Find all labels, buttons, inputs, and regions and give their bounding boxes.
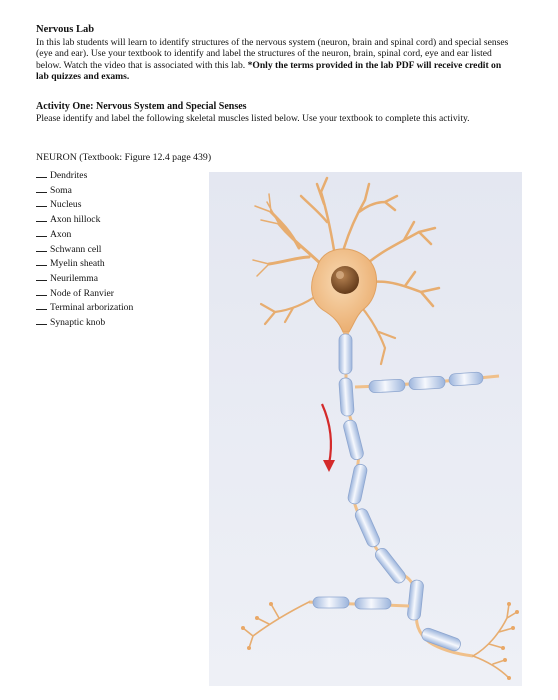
term-label: Synaptic knob xyxy=(50,317,106,329)
activity-instructions: Please identify and label the following skeletal muscles listed below. Use your textbook to complete this activity. xyxy=(36,113,470,124)
term-label: Axon xyxy=(50,228,72,240)
term-label: Terminal arborization xyxy=(50,302,134,314)
term-label: Nucleus xyxy=(50,199,82,211)
term-list xyxy=(36,168,133,330)
intro-bold-note: *Only the terms provided in the lab PDF will receive credit on lab quizzes and exams. xyxy=(36,59,502,83)
term-item xyxy=(36,212,133,227)
neuron-illustration xyxy=(209,172,522,686)
term-item xyxy=(36,315,133,330)
term-label: Axon hillock xyxy=(50,214,101,226)
term-item xyxy=(36,183,133,198)
term-label: Dendrites xyxy=(50,170,88,181)
answer-blank[interactable] xyxy=(36,183,47,193)
answer-blank[interactable] xyxy=(36,212,47,222)
lab-title: Nervous Lab xyxy=(36,24,95,35)
term-item xyxy=(36,286,133,301)
term-label: Neurilemma xyxy=(50,272,98,284)
answer-blank[interactable] xyxy=(36,197,47,207)
intro-paragraph xyxy=(36,37,514,83)
term-item xyxy=(36,227,133,242)
term-label: Myelin sheath xyxy=(50,258,105,270)
answer-blank[interactable] xyxy=(36,256,47,266)
term-label: Schwann cell xyxy=(50,243,102,255)
nucleus xyxy=(331,266,359,294)
term-item xyxy=(36,300,133,315)
answer-blank[interactable] xyxy=(36,271,47,281)
answer-blank[interactable] xyxy=(36,315,47,325)
answer-blank[interactable] xyxy=(36,242,47,252)
term-item xyxy=(36,197,133,212)
nucleolus xyxy=(336,271,344,279)
term-item xyxy=(36,242,133,257)
neuron-heading: NEURON (Textbook: Figure 12.4 page 439) xyxy=(36,152,212,163)
term-label: Soma xyxy=(50,184,72,196)
answer-blank[interactable] xyxy=(36,286,47,296)
term-item xyxy=(36,271,133,286)
answer-blank[interactable] xyxy=(36,300,47,310)
answer-blank[interactable] xyxy=(36,227,47,237)
answer-blank[interactable] xyxy=(36,168,47,178)
intro-text: In this lab students will learn to identify structures of the nervous system (neuron, brain and spinal cord) and special senses (eye and ear). Use your textbook to identify and label the structures of the neuron, brain, spinal cord, eye and ear listed below. Watch the video that is associated with this lab. xyxy=(36,37,509,71)
term-item xyxy=(36,256,133,271)
activity-title: Activity One: Nervous System and Special Senses xyxy=(36,101,247,112)
term-item xyxy=(36,168,133,183)
term-label: Node of Ranvier xyxy=(50,287,114,299)
